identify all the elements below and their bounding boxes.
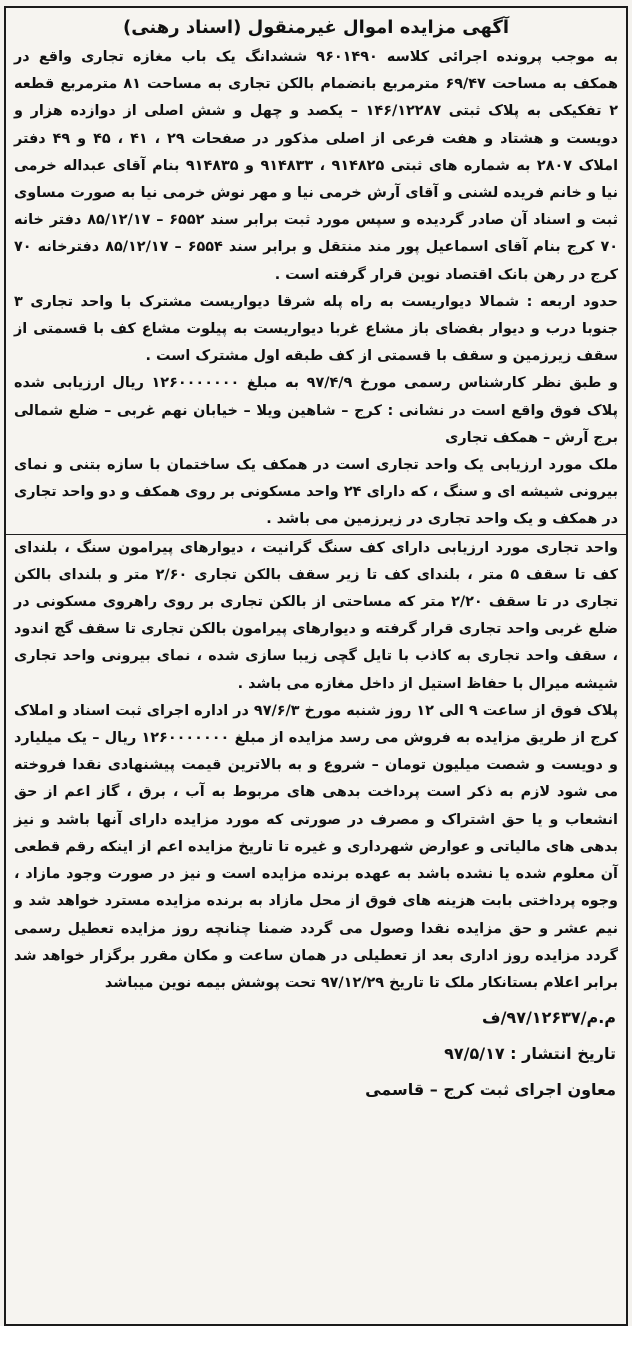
notice-paragraph-6: پلاک فوق از ساعت ۹ الی ۱۲ روز شنبه مورخ ۹۷/۶/۳ در اداره اجرای ثبت اسناد و املاک کرج از طریق مزایده به فروش می رسد مزایده از مبلغ ۱۲۶۰۰۰۰۰۰۰ ریال – یک میلیارد و دویست و شصت میلیون تومان – شروع و به بالاترین قیمت پیشنهادی نقدا فروخته می شود لازم به ذکر است پرداخت بدهی های مربوط به آب ، برق ، گاز اعم از حق انشعاب و یا حق اشتراک و مصرف در صورتی که مورد مزایده دارای آنها باشد و نیز بدهی های مالیاتی و عوارض شهرداری و غیره تا تاریخ مزایده اعم از اینکه رقم قطعی آن معلوم شده یا نشده باشد به عهده برنده مزایده است و نیز در صورت وجود مازاد ، وجوه پرداختی بابت هزینه های فوق از محل مازاد به برنده مزایده مسترد خواهد شد و نیم عشر و حق مزایده نقدا وصول می گردد ضمنا چنانچه روز مزایده تعطیل رسمی گردد مزایده روز اداری بعد از تعطیلی در همان ساعت و مکان مقرر برگزار خواهد شد برابر اعلام بستانکار ملک تا تاریخ ۹۷/۱۲/۲۹ تحت پوشش بیمه نوین میباشد <box>14 702 618 991</box>
notice-paragraph-5: واحد تجاری مورد ارزیابی دارای کف سنگ گرانیت ، دیوارهای پیرامون سنگ ، بلندای کف تا سقف ۵ متر ، بلندای کف تا زیر سقف بالکن تجاری ۲/۶۰ متر و بلندای بالکن تجاری در تا سقف ۲/۲۰ متر که مساحتی از بالکن تجاری بر روی راهروی مسکونی در ضلع غربی واحد تجاری قرار گرفته و دیوارهای پیرامون بالکن تجاری تا سقف گچ اندود ، سقف واحد تجاری به کاذب با تایل گچی زیبا سازی شده ، نمای بیرونی واحد تجاری شیشه میرال با حفاظ استیل از داخل مغازه می باشد . <box>14 539 618 692</box>
notice-frame <box>4 6 628 1326</box>
notice-title: آگهی مزایده اموال غیرمنقول (اسناد رهنی) <box>122 17 509 38</box>
reference-number: م.م/۹۷/۱۲۶۳۷/ف <box>481 1008 616 1028</box>
publish-date: تاریخ انتشار : ۹۷/۵/۱۷ <box>444 1044 616 1064</box>
page-bottom-margin <box>0 1326 632 1352</box>
notice-paragraph-3: و طبق نظر کارشناس رسمی مورخ ۹۷/۴/۹ به مبلغ ۱۲۶۰۰۰۰۰۰۰ ریال ارزیابی شده پلاک فوق واقع است در نشانی : کرج – شاهین ویلا – خیابان نهم غربی – ضلع شمالی برج آرش – همکف تجاری <box>14 375 618 446</box>
notice-paragraph-4: ملک مورد ارزیابی یک واحد تجاری است در همکف یک ساختمان با سازه بتنی و نمای بیرونی شیشه ای و سنگ ، که دارای ۲۴ واحد مسکونی بر روی همکف و دو واحد تجاری در همکف و یک واحد تجاری در زیرزمین می باشد . <box>14 457 618 528</box>
notice-paragraph-1: به موجب پرونده اجرائی کلاسه ۹۶۰۱۴۹۰ ششدانگ یک باب مغازه تجاری واقع در همکف به مساحت ۶۹/۴۷ مترمربع بانضمام بالکن تجاری به مساحت ۸۱ مترمربع قطعه ۲ تفکیکی به پلاک ثبتی ۱۴۶/۱۲۲۸۷ – یکصد و چهل و شش اصلی از دوازده هزار و دویست و هشتاد و هفت فرعی از اصلی مذکور در صفحات ۲۹ ، ۴۱ ، ۴۵ و ۴۹ دفتر املاک ۲۸۰۷ به شماره های ثبتی ۹۱۴۸۲۵ ، ۹۱۴۸۳۳ و ۹۱۴۸۳۵ بنام آقای عبداله خرمی نیا و خانم فریده لشنی و آقای آرش خرمی نیا و مهر نوش خرمی نیا به صورت مساوی ثبت و اسناد آن صادر گردیده و سپس مورد ثبت برابر سند ۶۵۵۲ – ۸۵/۱۲/۱۷ دفتر خانه ۷۰ کرج بنام آقای اسماعیل پور مند منتقل و برابر سند ۶۵۵۴ – ۸۵/۱۲/۱۷ دفترخانه ۷۰ کرج در رهن بانک اقتصاد نوین قرار گرفته است . <box>14 49 619 283</box>
signatory: معاون اجرای ثبت کرج – قاسمی <box>365 1080 616 1100</box>
notice-paragraph-2: حدود اربعه : شمالا دیواریست به راه پله شرقا دیواریست مشترک با واحد تجاری ۳ جنوبا درب و دیوار بفضای باز مشاع غربا دیواریست به پیلوت مشاع کف با قسمتی از سقف زیرزمین و سقف با قسمتی از کف طبقه اول مشترک است . <box>14 293 618 365</box>
